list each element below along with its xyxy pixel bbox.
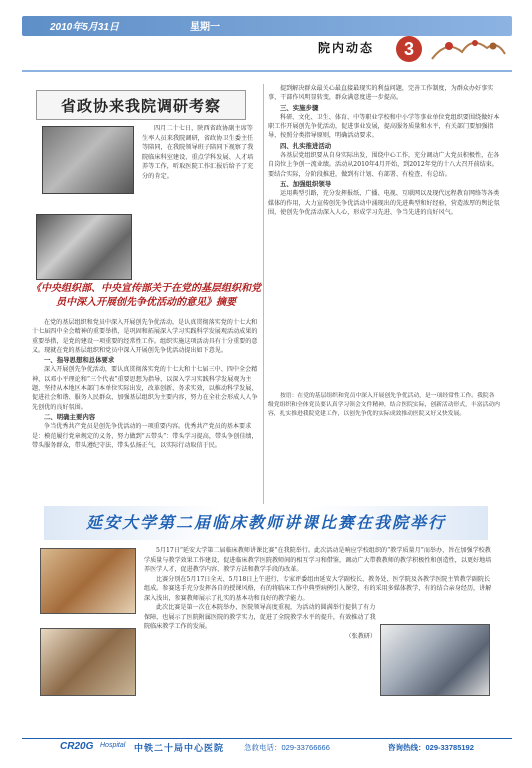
page-footer <box>22 740 512 756</box>
right-paragraph: 科研、文化、卫生、体育、中等职业学校和中小学等事业单位党组织要围绕做好本职工作开展创先争优活动，促进事业发展，提高服务质量和水平，有关部门要加强指导，按照分类指导原则，明确活动要求。 <box>268 113 500 140</box>
issue-weekday: 星期一 <box>190 22 220 33</box>
article2-subheading: 一、指导思想和总体要求 <box>44 356 115 365</box>
article3-paragraph: 此次比赛是第一次在本院举办，医院领导高度重视，为活动的圆满举行提供了有力保障，也展示了医院附属医院的教学实力，促进了全院教学水平的提升，有效推动了我院临床教学工作的发展。 <box>144 604 376 630</box>
article1-title: 省政协来我院调研考察 <box>60 97 221 115</box>
article2-subheading: 二、明确主要内容 <box>44 412 96 421</box>
right-subheading: 四、扎实推进活动 <box>280 141 332 150</box>
article3-author: （张教研） <box>345 632 376 640</box>
column-divider <box>263 84 264 504</box>
right-subheading: 三、实施步骤 <box>280 103 319 112</box>
article3-paragraph: 5月17日“延安大学第二届临床教师讲课比赛”在我院举行。此次活动是响应学校组织的“教学质量月”而举办，旨在加强学校教学质量与教学效果工作建设，促进临床教学医院教师间的相互学习和借鉴，调动广大带教教师的教学积极性和创造性，以更好地培养医学人才，促进教学内容、教学方法和教学手段的改革。 <box>144 547 492 573</box>
article3-photo-lecture <box>40 548 136 614</box>
article3-paragraph: 比赛分别在5月17日全天、5月18日上午进行，专家评委组由延安大学副校长、教务处、医学院及各教学医院主管教学副院长组成。参赛选手充分发挥各自的授课风格，有的将临床工作中典型病例引入课堂，有的采用多媒体教学，有的结合亲身经历，讲解深入浅出，参赛教师展示了扎实的基本功和良好的教学能力。 <box>144 575 492 602</box>
right-column <box>268 84 500 217</box>
article2-paragraph: 争当优秀共产党员是创先争优活动的一项重要内容。优秀共产党员的基本要求是：模范履行党章规定的义务，努力做到“五带头”：带头学习提高，带头争创佳绩，带头服务群众，带头遵纪守法，带头弘扬正气，以实际行动取信于民。 <box>32 423 258 449</box>
article3-title: 延安大学第二届临床教师讲课比赛在我院举行 <box>85 513 446 532</box>
editor-note: 按语：在党的基层组织和党员中深入开展创先争优活动，是一项经常性工作。我院各级党组织和全体党员要认真学习领会文件精神，结合医院实际，创新活动形式，丰富活动内容，扎实推进我院党建工作，以创先争优的实际成效推动医院又好又快发展。 <box>268 393 500 417</box>
article2-paragraph: 深入开展创先争优活动，要认真贯彻落实党的十七大和十七届三中、四中全会精神，以邓小平理论和“三个代表”重要思想为指导，以深入学习实践科学发展观为主题，坚持从本地区本部门本单位实际出发，改革创新、务求实效，以推动科学发展、促进社会和谐、服务人民群众、加强基层组织为主要内容，努力在全社会形成人人争先创优的良好氛围。 <box>32 366 258 411</box>
article3-body <box>144 546 492 641</box>
decorative-flower-icon <box>427 34 507 64</box>
article2-body <box>32 318 260 450</box>
footer-logo: CR20G <box>60 741 94 752</box>
footer-divider <box>22 738 512 739</box>
footer-hospital-en: Hospital <box>100 742 126 749</box>
issue-date: 2010年5月31日 <box>50 22 119 33</box>
right-subheading: 五、加强组织领导 <box>280 179 332 188</box>
article3-photo-judges <box>40 628 136 696</box>
right-paragraph: 运用典型引路，充分发挥报纸、广播、电视、互联网以及现代远程教育网络等各类媒体的作用，大力宣传创先争优活动中涌现出的先进典型和好经验，营造浓厚的舆论氛围，使创先争优活动深入人心，形成学习先进、争当先进的良好风气。 <box>268 190 500 216</box>
article2-paragraph: 在党的基层组织和党员中深入开展创先争优活动，是认真贯彻落实党的十七大和十七届四中全会精神的重要举措，是巩固和拓展深入学习实践科学发展观活动成果的重要举措，是党的建设一项重要的经常性工作。组织实施这项活动具有十分重要的意义。现就在党的基层组织和党员中深入开展创先争优活动提出如下意见。 <box>32 319 258 354</box>
page-number: 3 <box>396 36 422 62</box>
article1-photo-meeting <box>42 126 134 194</box>
page-header <box>22 12 512 64</box>
footer-emergency-phone: 急救电话：029-33766666 <box>244 743 330 752</box>
footer-hospital-name: 中铁二十局中心医院 <box>134 743 225 753</box>
footer-consult-phone: 咨询热线：029-33785192 <box>388 743 474 752</box>
section-title: 院内动态 <box>318 41 375 55</box>
article2-title: 《中央组织部、中央宣传部关于在党的基层组织和党员中深入开展创先争优活动的意见》摘要 <box>31 283 261 308</box>
article1-body: 四月二十七日，陕西省政协副主席等生率人员来我院调研，省政协卫生委主任等陪同，在我院领导班子陪同下视察了我院临床科室建设、重点学科发展、人才培养等工作，听取医院工作汇报后给予了充分的肯定。 <box>142 125 254 180</box>
header-divider <box>22 70 512 72</box>
right-paragraph: 各基层党组织要从自身实际出发，围绕中心工作，充分调动广大党员积极性，在各自岗位上争创一流业绩。活动从2010年4月开始，到2012年党的十八大召开前结束。要结合实际，分阶段推进，做到有计划、有部署、有检查、有总结。 <box>268 152 500 178</box>
right-paragraph: 提到解决群众最关心最直接最现实的利益问题，完善工作制度，为群众办好事实事，干部作风明显转变，群众满意度进一步提高。 <box>268 85 494 102</box>
article1-photo-visit <box>36 214 132 280</box>
